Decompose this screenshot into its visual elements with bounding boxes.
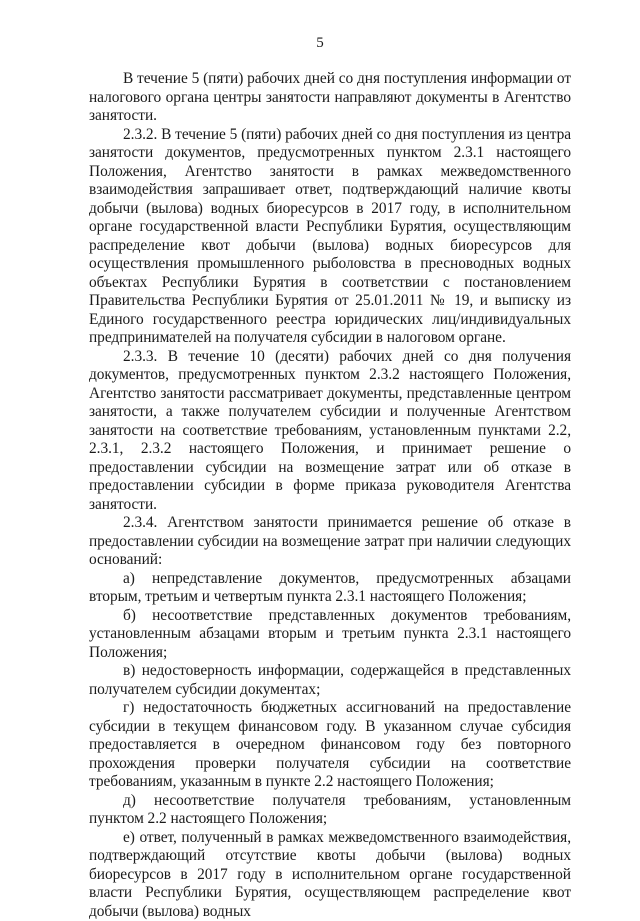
page-number: 5 [0,35,640,52]
list-item-b: б) несоответствие представленных документов требованиям, установленным абзацами вторым и третьим пункта 2.3.1 настоящего Положения; [89,607,571,663]
list-item-a: а) непредставление документов, предусмотренных абзацами вторым, третьим и четвертым пункта 2.3.1 настоящего Положения; [89,570,571,607]
paragraph-2-3-3: 2.3.3. В течение 10 (десяти) рабочих дней со дня получения документов, предусмотренных пунктом 2.3.2 настоящего Положения, Агентство занятости рассматривает документы, представленные центром занятости, а также получателем субсидии и полученные Агентством занятости на соответствие требованиям, установленным пунктами 2.2, 2.3.1, 2.3.2 настоящего Положения, и принимает решение о предоставлении субсидии на возмещение затрат или об отказе в предоставлении субсидии в форме приказа руководителя Агентства занятости. [89,348,571,515]
list-item-d: д) несоответствие получателя требованиям, установленным пунктом 2.2 настоящего Положения; [89,792,571,829]
paragraph-intro: В течение 5 (пяти) рабочих дней со дня поступления информации от налогового органа центры занятости направляют документы в Агентство занятости. [89,70,571,126]
list-item-e: е) ответ, полученный в рамках межведомственного взаимодействия, подтверждающий отсутствие квоты добычи (вылова) водных биоресурсов в 2017 году в исполнительном органе государственной власти Республики Бурятия, осуществляющем распределение квот добычи (вылова) водных [89,829,571,921]
list-item-g: г) недостаточность бюджетных ассигнований на предоставление субсидии в текущем финансовом году. В указанном случае субсидия предоставляется в очередном финансовом году без повторного прохождения проверки получателя субсидии на соответствие требованиям, указанным в пункте 2.2 настоящего Положения; [89,699,571,792]
paragraph-2-3-4: 2.3.4. Агентством занятости принимается решение об отказе в предоставлении субсидии на возмещение затрат при наличии следующих оснований: [89,514,571,570]
document-body [89,70,571,921]
list-item-v: в) недостоверность информации, содержащейся в представленных получателем субсидии документах; [89,662,571,699]
paragraph-2-3-2: 2.3.2. В течение 5 (пяти) рабочих дней со дня поступления из центра занятости документов, предусмотренных пунктом 2.3.1 настоящего Положения, Агентство занятости в рамках межведомственного взаимодействия запрашивает ответ, подтверждающий наличие квоты добычи (вылова) водных биоресурсов в 2017 году, в исполнительном органе государственной власти Республики Бурятия, осуществляющим распределение квот добычи (вылова) водных биоресурсов для осуществления промышленного рыболовства в пресноводных водных объектах Республики Бурятия в соответствии с постановлением Правительства Республики Бурятия от 25.01.2011 № 19, и выписку из Единого государственного реестра юридических лиц/индивидуальных предпринимателей на получателя субсидии в налоговом органе. [89,126,571,348]
